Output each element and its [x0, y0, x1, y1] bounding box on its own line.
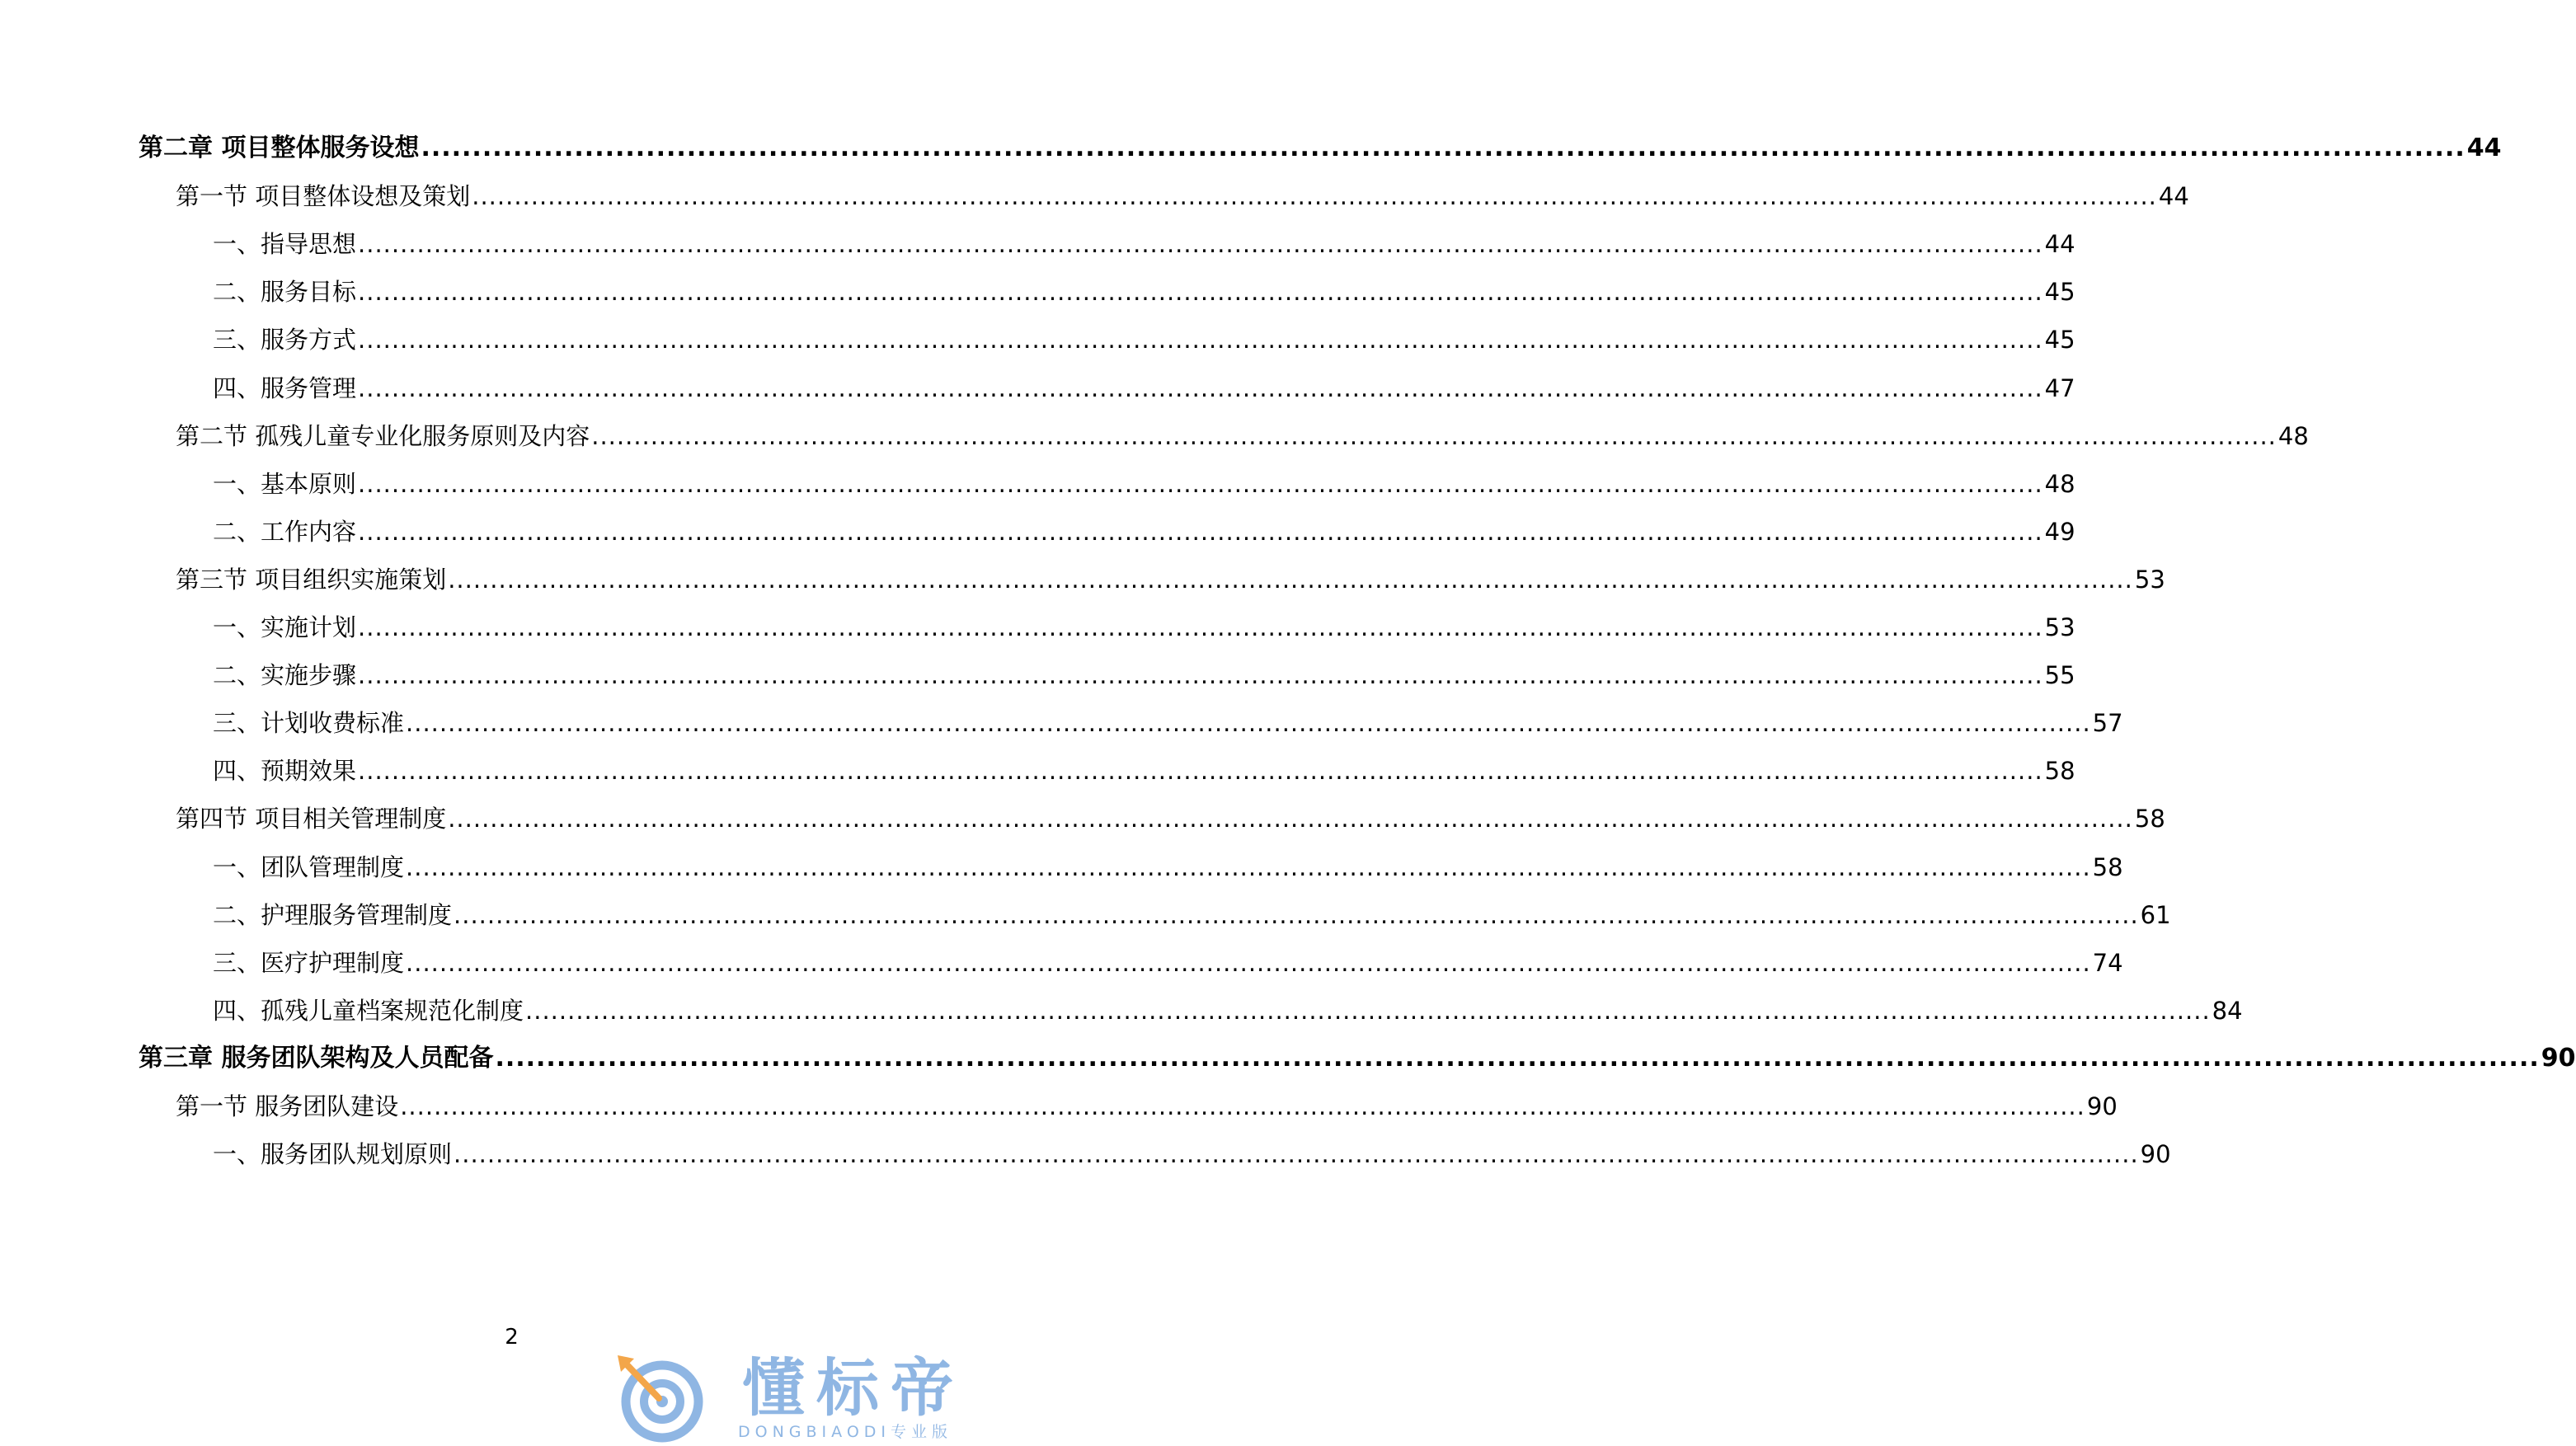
toc-entry-page: 57: [2092, 709, 2123, 737]
toc-entry-page: 44: [2466, 134, 2502, 162]
toc-entry-label: 二、实施步骤: [213, 661, 357, 689]
toc-entry-label: 第四节 项目相关管理制度: [176, 805, 447, 833]
toc-leader-dots: ........................................................................................................................................................................................................: [358, 374, 2043, 402]
toc-leader-dots: ........................................................................................................................................................................................................: [525, 997, 2211, 1025]
toc-subsection-entry[interactable]: [213, 228, 2075, 261]
toc-entry-label: 第二节 孤残儿童专业化服务原则及内容: [176, 422, 590, 450]
toc-entry-page: 48: [2278, 422, 2309, 450]
toc-section-entry[interactable]: [176, 420, 2309, 453]
toc-section-entry[interactable]: [176, 180, 2189, 213]
toc-entry-label: 三、服务方式: [213, 326, 357, 354]
toc-entry-label: 第三节 项目组织实施策划: [176, 566, 447, 594]
toc-subsection-entry[interactable]: [213, 611, 2075, 644]
toc-entry-page: 61: [2140, 901, 2171, 929]
toc-leader-dots: ........................................................................................................................................................................................................: [448, 566, 2133, 594]
toc-subsection-entry[interactable]: [213, 372, 2075, 405]
toc-entry-page: 90: [2541, 1044, 2576, 1073]
toc-entry-page: 55: [2044, 661, 2075, 689]
toc-subsection-entry[interactable]: [213, 754, 2075, 787]
toc-entry-label: 四、预期效果: [213, 757, 357, 785]
toc-entry-label: 第一节 服务团队建设: [176, 1092, 399, 1120]
toc-leader-dots: ........................................................................................................................................................................................................: [448, 805, 2133, 833]
toc-section-entry[interactable]: [176, 1090, 2118, 1123]
toc-entry-page: 90: [2086, 1092, 2118, 1120]
toc-subsection-entry[interactable]: [213, 946, 2123, 979]
toc-entry-page: 44: [2158, 182, 2189, 210]
toc-subsection-entry[interactable]: [213, 467, 2075, 500]
toc-entry-label: 三、医疗护理制度: [213, 949, 405, 977]
toc-entry-label: 一、基本原则: [213, 470, 357, 498]
target-arrow-icon: [614, 1354, 705, 1443]
toc-subsection-entry[interactable]: [213, 323, 2075, 356]
toc-entry-label: 一、团队管理制度: [213, 853, 405, 881]
toc-leader-dots: ........................................................................................................................................................................................................: [454, 1140, 2139, 1168]
toc-entry-label: 第三章 服务团队架构及人员配备: [139, 1044, 494, 1073]
toc-subsection-entry[interactable]: [213, 994, 2243, 1027]
toc-entry-page: 58: [2134, 805, 2165, 833]
toc-entry-page: 44: [2044, 230, 2075, 258]
toc-leader-dots: ........................................................................................................................................................................................................: [358, 518, 2043, 546]
toc-entry-label: 三、计划收费标准: [213, 709, 405, 737]
toc-leader-dots: ........................................................................................................................................................................................................: [406, 709, 2091, 737]
toc-leader-dots: ........................................................................................................................................................................................................: [406, 853, 2091, 881]
toc-entry-page: 90: [2140, 1140, 2171, 1168]
toc-entry-page: 84: [2212, 997, 2243, 1025]
toc-entry-label: 四、孤残儿童档案规范化制度: [213, 997, 524, 1025]
toc-leader-dots: ........................................................................................................................................................................................................: [358, 661, 2043, 689]
toc-section-entry[interactable]: [176, 802, 2165, 835]
toc-leader-dots: ........................................................................................................................................................................................................: [358, 326, 2043, 354]
toc-entry-label: 一、指导思想: [213, 230, 357, 258]
toc-leader-dots: ........................................................................................................................................................................................................: [495, 1044, 2540, 1073]
toc-entry-page: 48: [2044, 470, 2075, 498]
toc-entry-label: 二、工作内容: [213, 518, 357, 546]
toc-leader-dots: ........................................................................................................................................................................................................: [358, 613, 2043, 641]
toc-leader-dots: ........................................................................................................................................................................................................: [591, 422, 2277, 450]
toc-subsection-entry[interactable]: [213, 659, 2075, 692]
toc-subsection-entry[interactable]: [213, 899, 2171, 932]
toc-entry-page: 49: [2044, 518, 2075, 546]
toc-entry-page: 58: [2044, 757, 2075, 785]
toc-leader-dots: ........................................................................................................................................................................................................: [358, 757, 2043, 785]
toc-entry-label: 四、服务管理: [213, 374, 357, 402]
toc-leader-dots: ........................................................................................................................................................................................................: [421, 134, 2466, 162]
toc-entry-label: 一、服务团队规划原则: [213, 1140, 453, 1168]
toc-subsection-entry[interactable]: [213, 275, 2075, 308]
toc-leader-dots: ........................................................................................................................................................................................................: [358, 470, 2043, 498]
toc-entry-page: 53: [2044, 613, 2075, 641]
toc-chapter-entry[interactable]: [139, 132, 2502, 165]
toc-leader-dots: ........................................................................................................................................................................................................: [400, 1092, 2085, 1120]
toc-entry-page: 58: [2092, 853, 2123, 881]
toc-leader-dots: ........................................................................................................................................................................................................: [454, 901, 2139, 929]
toc-chapter-entry[interactable]: [139, 1042, 2576, 1075]
toc-entry-page: 53: [2134, 566, 2165, 594]
toc-entry-label: 一、实施计划: [213, 613, 357, 641]
watermark: [614, 1351, 1010, 1443]
toc-entry-label: 第一节 项目整体设想及策划: [176, 182, 471, 210]
toc-subsection-entry[interactable]: [213, 851, 2123, 884]
watermark-title: 懂标帝: [742, 1351, 965, 1425]
toc-entry-page: 74: [2092, 949, 2123, 977]
watermark-subtitle: DONGBIAODI专业版: [738, 1423, 953, 1441]
toc-subsection-entry[interactable]: [213, 707, 2123, 739]
toc-leader-dots: ........................................................................................................................................................................................................: [472, 182, 2157, 210]
toc-leader-dots: ........................................................................................................................................................................................................: [358, 230, 2043, 258]
toc-entry-label: 二、服务目标: [213, 278, 357, 306]
page-number: 2: [505, 1325, 519, 1350]
toc-subsection-entry[interactable]: [213, 515, 2075, 548]
toc-section-entry[interactable]: [176, 563, 2165, 596]
toc-entry-page: 45: [2044, 326, 2075, 354]
toc-entry-page: 45: [2044, 278, 2075, 306]
toc-leader-dots: ........................................................................................................................................................................................................: [358, 278, 2043, 306]
toc-entry-page: 47: [2044, 374, 2075, 402]
toc-entry-label: 二、护理服务管理制度: [213, 901, 453, 929]
toc-leader-dots: ........................................................................................................................................................................................................: [406, 949, 2091, 977]
toc-entry-label: 第二章 项目整体服务设想: [139, 134, 420, 162]
toc-subsection-entry[interactable]: [213, 1138, 2171, 1171]
